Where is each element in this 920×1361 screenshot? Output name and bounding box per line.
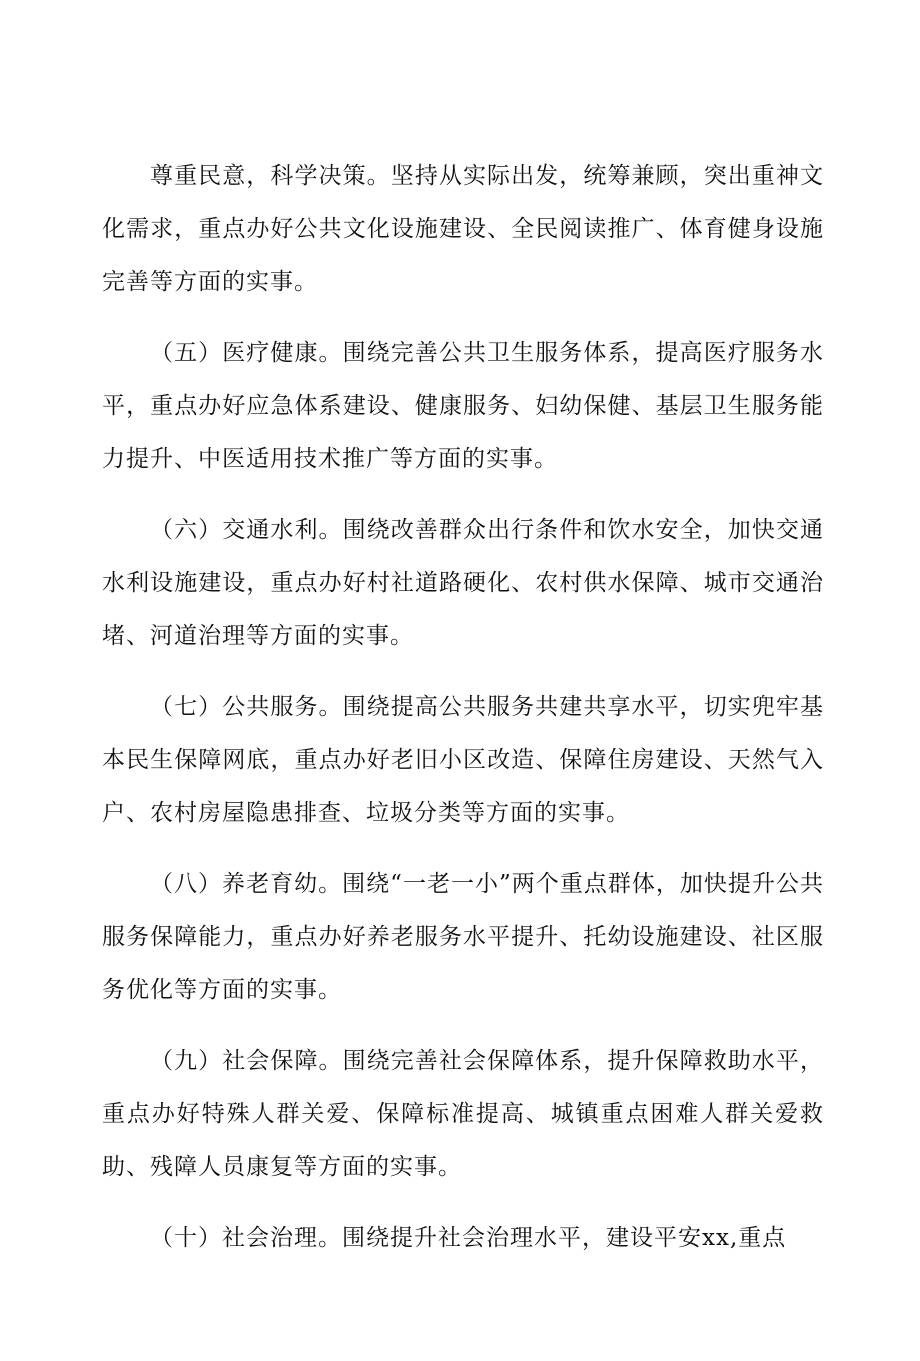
paragraph-public-service: （七）公共服务。围绕提高公共服务共建共享水平，切实兜牢基本民生保障网底，重点办好老旧小区改造、保障住房建设、天然气入户、农村房屋隐患排查、垃圾分类等方面的实事。 [102, 694, 824, 826]
paragraph-culture: 尊重民意，科学决策。坚持从实际出发，统筹兼顾，突出重神文化需求，重点办好公共文化设施建设、全民阅读推广、体育健身设施完善等方面的实事。 [102, 163, 824, 295]
paragraph-transport-water: （六）交通水利。围绕改善群众出行条件和饮水安全，加快交通水利设施建设，重点办好村社道路硬化、农村供水保障、城市交通治堵、河道治理等方面的实事。 [102, 517, 824, 649]
document-body [102, 150, 824, 1283]
paragraph-social-security: （九）社会保障。围绕完善社会保障体系，提升保障救助水平，重点办好特殊人群关爱、保障标准提高、城镇重点困难人群关爱救助、残障人员康复等方面的实事。 [102, 1048, 824, 1180]
paragraph-social-governance: （十）社会治理。围绕提升社会治理水平，建设平安xx,重点 [150, 1225, 787, 1251]
paragraph-medical-health: （五）医疗健康。围绕完善公共卫生服务体系，提高医疗服务水平，重点办好应急体系建设、健康服务、妇幼保健、基层卫生服务能力提升、中医适用技术推广等方面的实事。 [102, 340, 824, 472]
paragraph-elderly-childcare: （八）养老育幼。围绕“一老一小”两个重点群体，加快提升公共服务保障能力，重点办好养老服务水平提升、托幼设施建设、社区服务优化等方面的实事。 [102, 871, 824, 1003]
